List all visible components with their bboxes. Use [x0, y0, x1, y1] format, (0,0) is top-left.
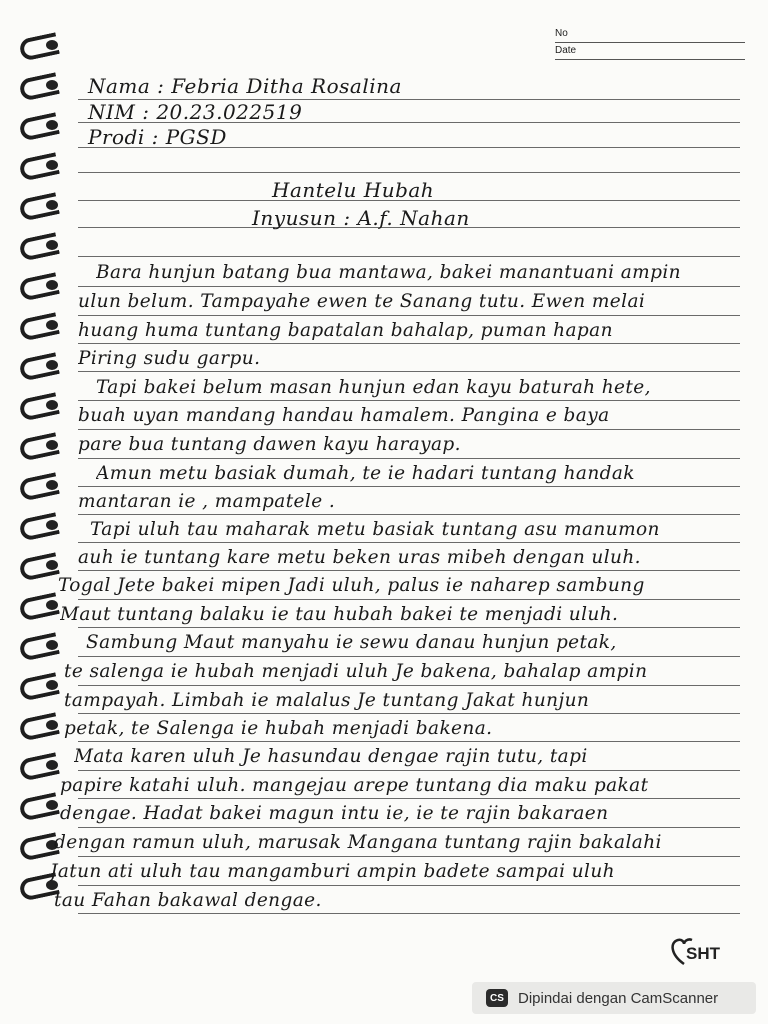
body-line: Amun metu basiak dumah, te ie hadari tuntang handak [96, 463, 635, 484]
logo-text: SHT [686, 944, 720, 963]
nim-line: NIM : 20.23.022519 [88, 100, 303, 124]
body-line: tau Fahan bakawal dengae. [54, 890, 322, 911]
body-line: Tapi bakei belum masan hunjun edan kayu baturah hete, [96, 377, 651, 398]
body-line: Togal Jete bakei mipen Jadi uluh, palus ie naharep sambung [58, 575, 645, 596]
body-line: pare bua tuntang dawen kayu harayap. [78, 434, 461, 455]
camscanner-label: Dipindai dengan CamScanner [518, 989, 719, 1007]
body-line: dengan ramun uluh, marusak Mangana tuntang rajin bakalahi [54, 832, 662, 853]
body-line: mantaran ie , mampatele . [78, 491, 336, 512]
body-line: te salenga ie hubah menjadi uluh Je bakena, bahalap ampin [64, 661, 648, 682]
prodi-line: Prodi : PGSD [88, 125, 227, 149]
story-author: Inyusun : A.f. Nahan [252, 206, 470, 230]
body-line: Mata karen uluh Je hasundau dengae rajin tutu, tapi [74, 746, 588, 767]
body-line: papire katahi uluh. mangejau arepe tuntang dia maku pakat [60, 775, 649, 796]
no-label: No [555, 28, 745, 43]
name-line: Nama : Febria Ditha Rosalina [88, 74, 402, 98]
body-line: huang huma tuntang bapatalan bahalap, puman hapan [78, 320, 613, 341]
sht-logo [668, 934, 738, 968]
story-title: Hantelu Hubah [272, 178, 435, 202]
camscanner-watermark [472, 982, 756, 1014]
body-line: tampayah. Limbah ie malalus Je tuntang Jakat hunjun [64, 690, 590, 711]
body-line: Bara hunjun batang bua mantawa, bakei manantuani ampin [96, 262, 681, 283]
body-line: Jatun ati uluh tau mangamburi ampin badete sampai uluh [50, 861, 616, 882]
date-label: Date [555, 45, 745, 60]
body-line: petak, te Salenga ie hubah menjadi bakena. [64, 718, 493, 739]
body-line: Piring sudu garpu. [78, 348, 261, 369]
camscanner-icon: CS [486, 989, 508, 1007]
body-line: auh ie tuntang kare metu beken uras mibeh dengan uluh. [78, 547, 641, 568]
body-line: dengae. Hadat bakei magun intu ie, ie te rajin bakaraen [60, 803, 609, 824]
body-line: ulun belum. Tampayahe ewen te Sanang tutu. Ewen melai [78, 291, 646, 312]
body-line: buah uyan mandang handau hamalem. Pangina e baya [78, 405, 610, 426]
body-line: Tapi uluh tau maharak metu basiak tuntang asu manumon [90, 519, 660, 540]
no-date-box [555, 28, 745, 62]
body-line: Sambung Maut manyahu ie sewu danau hunjun petak, [86, 632, 617, 653]
body-line: Maut tuntang balaku ie tau hubah bakei te menjadi uluh. [60, 604, 619, 625]
